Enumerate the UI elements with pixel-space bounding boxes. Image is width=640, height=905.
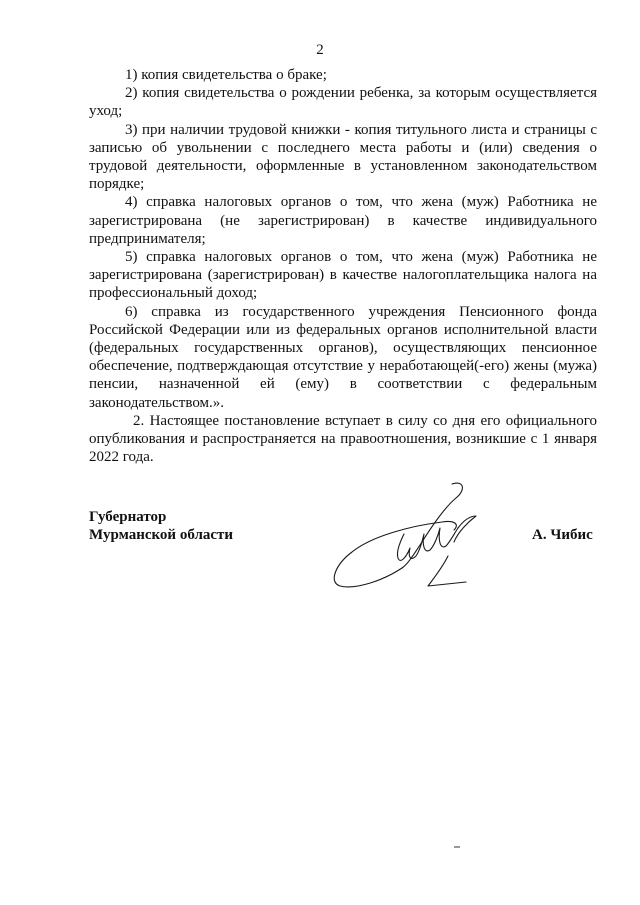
document-body xyxy=(89,66,597,466)
signatory-title xyxy=(89,508,233,544)
effective-date-paragraph: 2. Настоящее постановление вступает в силу со дня его официального опубликования и распространяется на правоотношения, возникшие с 1 января 2022 года. xyxy=(89,412,597,466)
signatory-title-line2: Мурманской области xyxy=(89,527,234,544)
signatory-name: А. Чибис xyxy=(532,527,593,543)
list-item-tax-certificate-entrepreneur: 4) справка налоговых органов о том, что жена (муж) Работника не зарегистрирована (не зарегистрирован) в качестве индивидуального предпринимателя; xyxy=(89,194,597,247)
scan-mark xyxy=(454,846,460,848)
list-item-employment-record: 3) при наличии трудовой книжки - копия титульного листа и страницы с записью об увольнении с последнего места работы и (или) сведения о трудовой деятельности, оформленные в установленном законодательством порядке; xyxy=(89,121,597,193)
list-item-copy-birth-certificate: 2) копия свидетельства о рождении ребенка, за которым осуществляется уход; xyxy=(89,85,597,120)
signatory-title-line1: Губернатор xyxy=(89,509,167,525)
list-item-copy-marriage-certificate: 1) копия свидетельства о браке; xyxy=(125,67,327,83)
page-number: 2 xyxy=(316,42,324,58)
list-item-tax-certificate-professional-income: 5) справка налоговых органов о том, что жена (муж) Работника не зарегистрирована (зарегистрирован) в качестве налогоплательщика налога на профессиональный доход; xyxy=(89,249,597,302)
handwritten-signature xyxy=(330,478,510,596)
list-item-pension-fund-certificate: 6) справка из государственного учреждения Пенсионного фонда Российской Федерации или из федеральных органов исполнительной власти (федеральных государственных органов), осуществляющих пенсионное обеспечение, подтверждающая отсутствие у неработающей(-его) жены (мужа) пенсии, назначенной ей (ему) в соответствии с федеральным законодательством.». xyxy=(89,303,597,411)
